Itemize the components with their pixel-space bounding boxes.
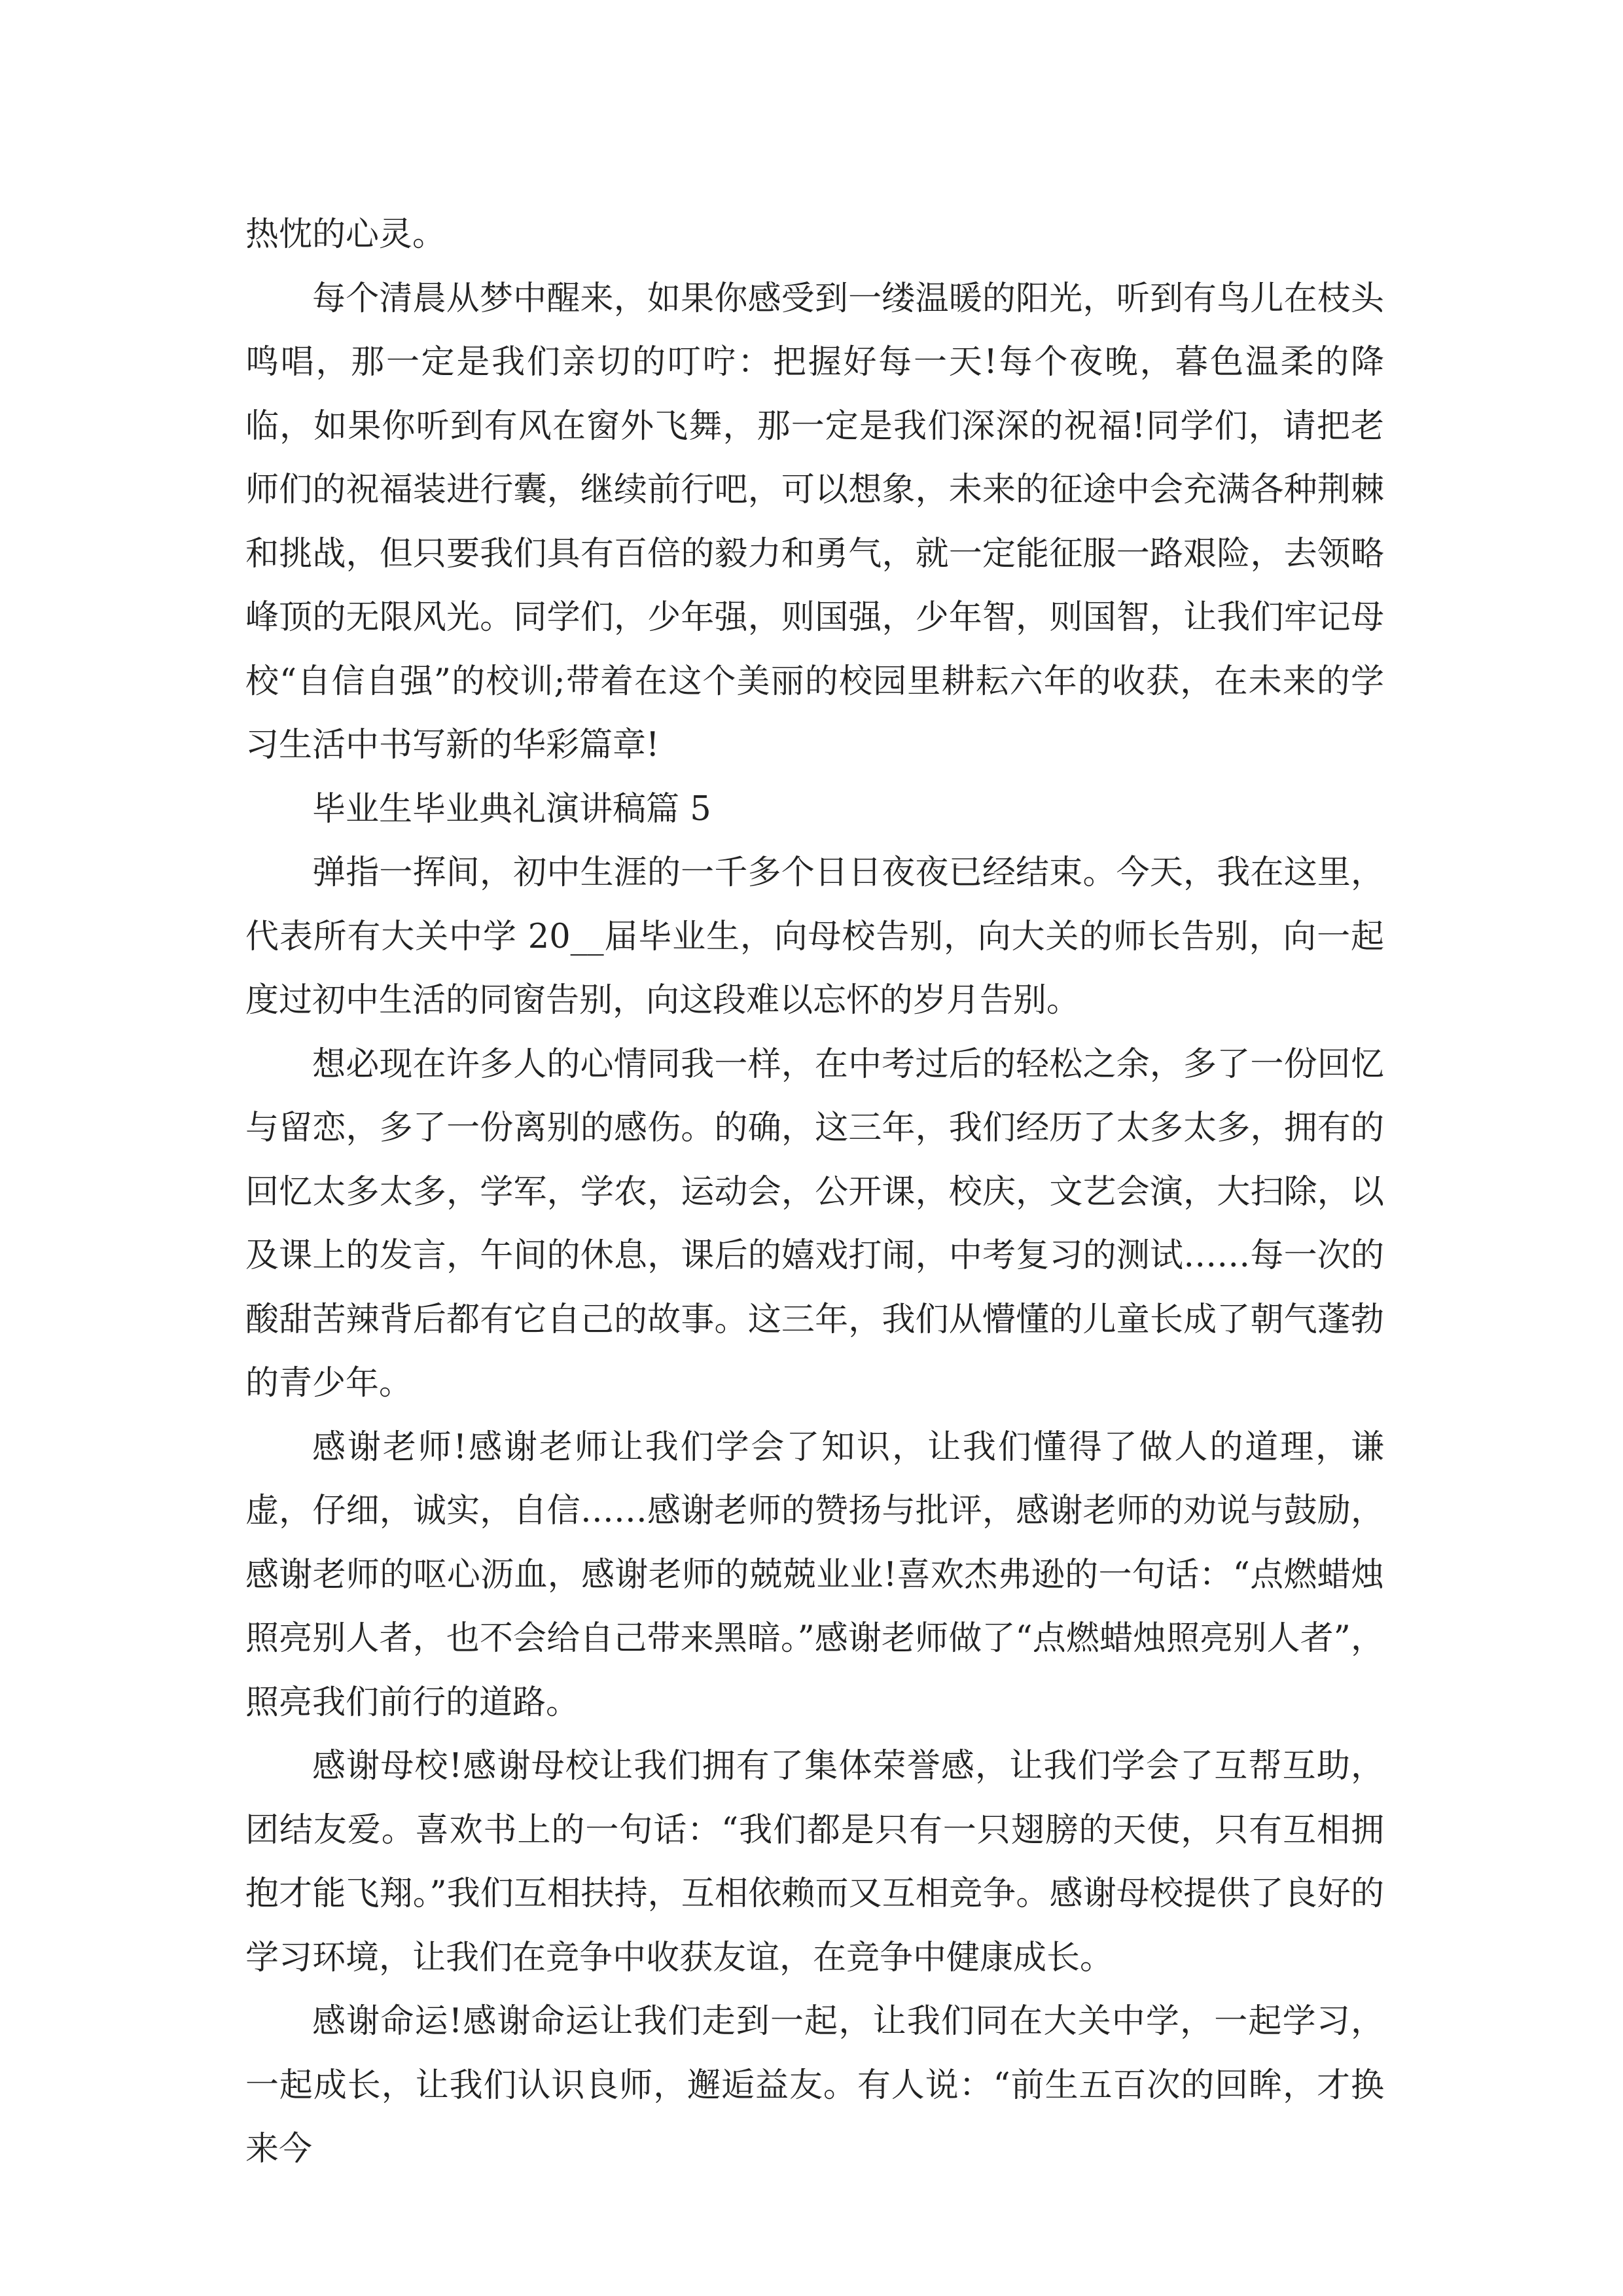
- paragraph-continuation: 热忱的心灵。: [245, 215, 446, 254]
- body-text: [245, 203, 1384, 2181]
- paragraph-thanks-teachers: 感谢老师!感谢老师让我们学会了知识，让我们懂得了做人的道理，谦虚，仔细，诚实，自信……感谢老师的赞扬与批评，感谢老师的劝说与鼓励，感谢老师的呕心沥血，感谢老师的兢兢业业!喜欢杰弗逊的一句话：“点燃蜡烛照亮别人者，也不会给自己带来黑暗。”感谢老师做了“点燃蜡烛照亮别人者”，照亮我们前行的道路。: [245, 1427, 1384, 1722]
- paragraph-thanks-school: 感谢母校!感谢母校让我们拥有了集体荣誉感，让我们学会了互帮互助，团结友爱。喜欢书上的一句话：“我们都是只有一只翅膀的天使，只有互相拥抱才能飞翔。”我们互相扶持，互相依赖而又互相竞争。感谢母校提供了良好的学习环境，让我们在竞争中收获友谊，在竞争中健康成长。: [245, 1747, 1384, 1977]
- paragraph-thanks-fate: 感谢命运!感谢命运让我们走到一起，让我们同在大关中学，一起学习，一起成长，让我们认识良师，邂逅益友。有人说：“前生五百次的回眸，才换来今: [245, 2002, 1384, 2168]
- paragraph-every-morning: 每个清晨从梦中醒来，如果你感受到一缕温暖的阳光，听到有鸟儿在枝头鸣唱，那一定是我们亲切的叮咛：把握好每一天!每个夜晚，暮色温柔的降临，如果你听到有风在窗外飞舞，那一定是我们深深的祝福!同学们，请把老师们的祝福装进行囊，继续前行吧，可以想象，未来的征途中会充满各种荆棘和挑战，但只要我们具有百倍的毅力和勇气，就一定能征服一路艰险，去领略峰顶的无限风光。同学们，少年强，则国强，少年智，则国智，让我们牢记母校“自信自强”的校训;带着在这个美丽的校园里耕耘六年的收获，在未来的学习生活中书写新的华彩篇章!: [245, 279, 1384, 764]
- paragraph-memories: 想必现在许多人的心情同我一样，在中考过后的轻松之余，多了一份回忆与留恋，多了一份离别的感伤。的确，这三年，我们经历了太多太多，拥有的回忆太多太多，学军，学农，运动会，公开课，校庆，文艺会演，大扫除，以及课上的发言，午间的休息，课后的嬉戏打闹，中考复习的测试……每一次的酸甜苦辣背后都有它自己的故事。这三年，我们从懵懂的儿童长成了朝气蓬勃的青少年。: [245, 1045, 1384, 1403]
- section-heading: 毕业生毕业典礼演讲稿篇 5: [312, 789, 711, 829]
- paragraph-farewell: 弹指一挥间，初中生涯的一千多个日日夜夜已经结束。今天，我在这里，代表所有大关中学 20__届毕业生，向母校告别，向大关的师长告别，向一起度过初中生活的同窗告别，向这段难以忘怀的岁月告别。: [245, 853, 1384, 1020]
